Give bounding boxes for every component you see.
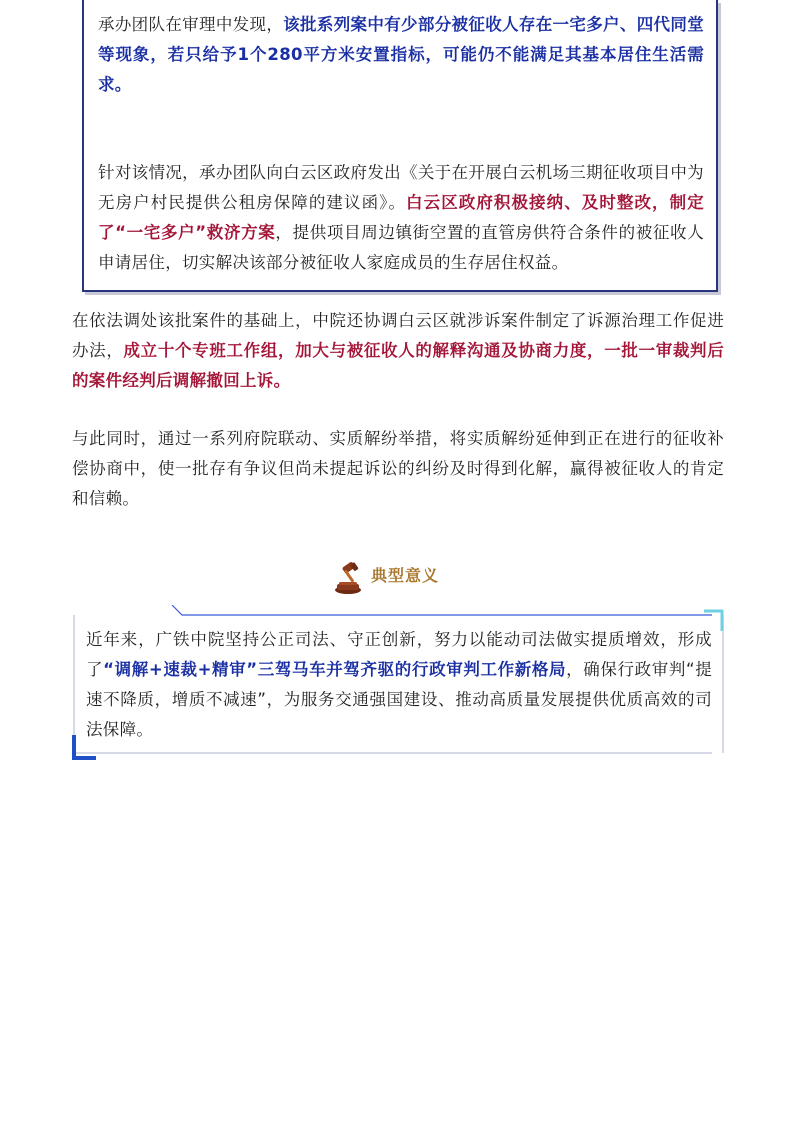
section-title: 典型意义 — [371, 566, 440, 585]
gavel-icon — [331, 560, 367, 596]
content-box — [82, 0, 718, 292]
blue-highlight-text: “调解+速裁+精审”三驾马车并驾齐驱的行政审判工作新格局 — [103, 660, 567, 679]
paragraph-text: 承办团队在审理中发现， — [98, 15, 284, 34]
paragraph — [98, 10, 704, 100]
paragraph-text: ，确保行政审判“提速不降质，增质不减速”，为服务交通强国建设、推动高质量发展提供优质高效的司法保障。 — [86, 660, 712, 739]
paragraph — [72, 306, 724, 396]
significance-box — [72, 605, 724, 760]
paragraph-text: 近年来，广铁中院坚持公正司法、守正创新，努力以能动司法做实提质增效，形成了 — [86, 630, 712, 679]
paragraph — [72, 424, 724, 514]
paragraph — [86, 625, 712, 745]
paragraph-text: ，提供项目周边镇街空置的直管房供符合条件的被征收人申请居住，切实解决该部分被征收人家庭成员的生存居住权益。 — [98, 223, 704, 272]
red-highlight-text: 白云区政府积极接纳、及时整改，制定了“一宅多户”救济方案 — [98, 193, 704, 242]
paragraph-text: 与此同时，通过一系列府院联动、实质解纷举措，将实质解纷延伸到正在进行的征收补偿协商中，使一批存有争议但尚未提起诉讼的纠纷及时得到化解，赢得被征收人的肯定和信赖。 — [72, 429, 724, 508]
paragraph — [98, 158, 704, 278]
paragraph-text: 针对该情况，承办团队向白云区政府发出《关于在开展白云机场三期征收项目中为无房户村民提供公租房保障的建议函》。 — [98, 163, 704, 212]
section-heading — [331, 560, 481, 596]
blue-highlight-text: 该批系列案中有少部分被征收人存在一宅多户、四代同堂等现象，若只给予1个280平方米安置指标，可能仍不能满足其基本居住生活需求。 — [98, 15, 705, 94]
red-highlight-text: 成立十个专班工作组，加大与被征收人的解释沟通及协商力度，一批一审裁判后的案件经判后调解撤回上诉。 — [72, 341, 725, 390]
paragraph-text: 在依法调处该批案件的基础上，中院还协调白云区就涉诉案件制定了诉源治理工作促进办法， — [72, 311, 724, 360]
